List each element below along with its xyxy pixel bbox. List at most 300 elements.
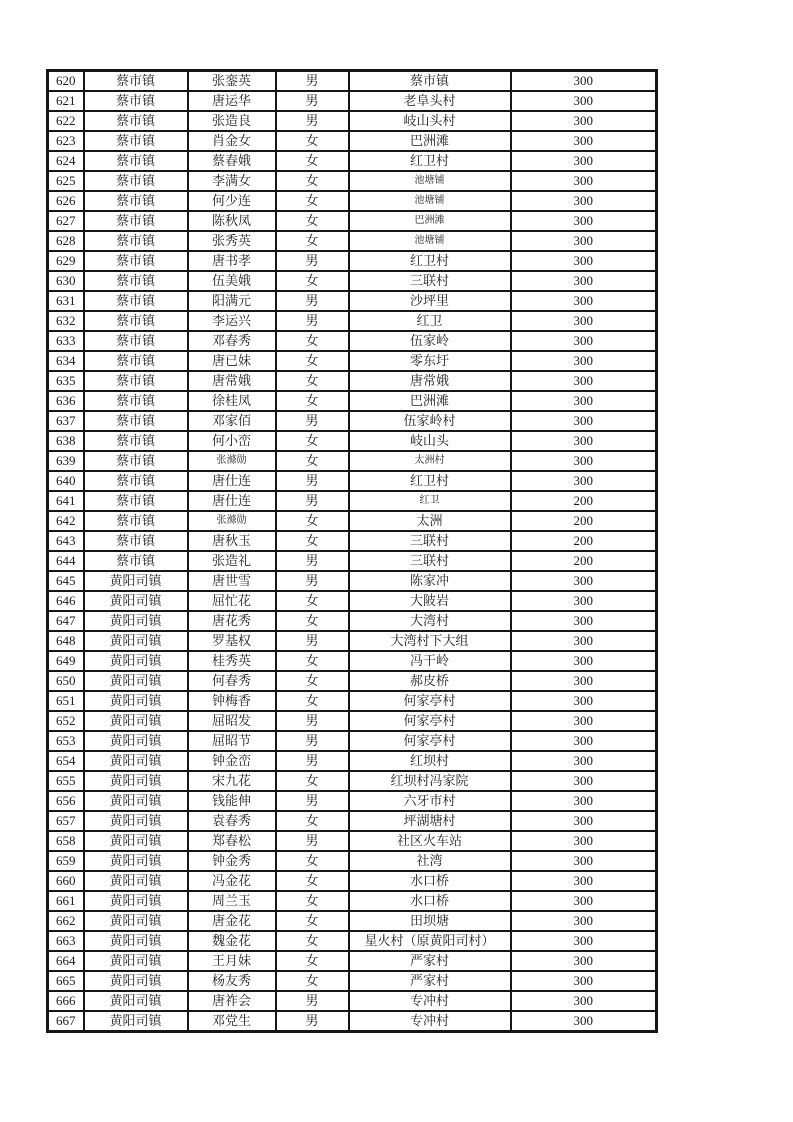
cell-serial-number: 638 [48,431,84,451]
cell-gender: 男 [276,411,349,431]
cell-serial-number: 648 [48,631,84,651]
cell-serial-number: 622 [48,111,84,131]
cell-gender: 男 [276,751,349,771]
table-row [48,971,657,991]
cell-gender: 男 [276,991,349,1011]
cell-town: 黄阳司镇 [84,851,188,871]
cell-village: 社湾 [349,851,511,871]
cell-person-name: 张秀英 [188,231,276,251]
cell-amount: 200 [511,491,657,511]
cell-amount: 300 [511,291,657,311]
cell-serial-number: 654 [48,751,84,771]
cell-village: 伍家岭 [349,331,511,351]
cell-town: 黄阳司镇 [84,831,188,851]
cell-person-name: 李运兴 [188,311,276,331]
table-row [48,71,657,92]
cell-amount: 300 [511,111,657,131]
cell-serial-number: 666 [48,991,84,1011]
cell-town: 黄阳司镇 [84,731,188,751]
cell-gender: 男 [276,291,349,311]
cell-town: 黄阳司镇 [84,771,188,791]
cell-serial-number: 653 [48,731,84,751]
cell-gender: 女 [276,151,349,171]
cell-person-name: 罗基权 [188,631,276,651]
cell-town: 蔡市镇 [84,191,188,211]
cell-town: 蔡市镇 [84,111,188,131]
table-row [48,351,657,371]
table-row [48,631,657,651]
cell-serial-number: 637 [48,411,84,431]
cell-amount: 300 [511,711,657,731]
table-row [48,751,657,771]
cell-person-name: 阳满元 [188,291,276,311]
cell-person-name: 钟梅香 [188,691,276,711]
cell-person-name: 张造良 [188,111,276,131]
cell-serial-number: 630 [48,271,84,291]
cell-gender: 女 [276,851,349,871]
cell-town: 黄阳司镇 [84,631,188,651]
cell-gender: 女 [276,371,349,391]
cell-person-name: 唐常娥 [188,371,276,391]
cell-village: 池塘铺 [349,171,511,191]
cell-serial-number: 661 [48,891,84,911]
table-row [48,331,657,351]
cell-amount: 300 [511,631,657,651]
cell-serial-number: 621 [48,91,84,111]
cell-village: 红卫 [349,311,511,331]
cell-gender: 女 [276,591,349,611]
cell-gender: 男 [276,631,349,651]
cell-gender: 男 [276,91,349,111]
cell-serial-number: 657 [48,811,84,831]
cell-gender: 男 [276,791,349,811]
cell-amount: 300 [511,991,657,1011]
cell-village: 田坝塘 [349,911,511,931]
cell-amount: 300 [511,891,657,911]
cell-person-name: 钟金秀 [188,851,276,871]
cell-town: 蔡市镇 [84,391,188,411]
cell-gender: 女 [276,511,349,531]
table-row [48,691,657,711]
cell-gender: 女 [276,771,349,791]
table-row [48,131,657,151]
cell-serial-number: 627 [48,211,84,231]
cell-person-name: 邓党生 [188,1011,276,1032]
cell-person-name: 魏金花 [188,931,276,951]
cell-town: 蔡市镇 [84,511,188,531]
table-row [48,191,657,211]
cell-town: 黄阳司镇 [84,991,188,1011]
cell-village: 社区火车站 [349,831,511,851]
cell-serial-number: 641 [48,491,84,511]
cell-person-name: 唐世雪 [188,571,276,591]
cell-town: 蔡市镇 [84,551,188,571]
cell-gender: 女 [276,191,349,211]
cell-serial-number: 645 [48,571,84,591]
table-row [48,871,657,891]
table-row [48,111,657,131]
cell-town: 蔡市镇 [84,171,188,191]
table-row [48,171,657,191]
cell-town: 蔡市镇 [84,131,188,151]
cell-town: 蔡市镇 [84,91,188,111]
cell-serial-number: 643 [48,531,84,551]
table-row [48,91,657,111]
cell-town: 黄阳司镇 [84,671,188,691]
cell-serial-number: 651 [48,691,84,711]
cell-gender: 女 [276,271,349,291]
cell-serial-number: 664 [48,951,84,971]
table-row [48,1011,657,1032]
cell-amount: 300 [511,811,657,831]
cell-town: 黄阳司镇 [84,891,188,911]
cell-serial-number: 647 [48,611,84,631]
table-row [48,471,657,491]
cell-town: 蔡市镇 [84,451,188,471]
cell-amount: 300 [511,571,657,591]
cell-gender: 女 [276,911,349,931]
cell-person-name: 屈忙花 [188,591,276,611]
cell-town: 黄阳司镇 [84,711,188,731]
cell-town: 蔡市镇 [84,71,188,92]
cell-village: 大陂岩 [349,591,511,611]
cell-village: 三联村 [349,271,511,291]
table-row [48,511,657,531]
cell-person-name: 何少连 [188,191,276,211]
cell-village: 沙坪里 [349,291,511,311]
cell-person-name: 宋九花 [188,771,276,791]
cell-gender: 女 [276,431,349,451]
cell-gender: 女 [276,871,349,891]
table-row [48,451,657,471]
cell-amount: 300 [511,191,657,211]
cell-gender: 女 [276,531,349,551]
table-row [48,591,657,611]
cell-person-name: 徐桂凤 [188,391,276,411]
cell-village: 坪湖塘村 [349,811,511,831]
table-row [48,891,657,911]
table-row [48,671,657,691]
table-row [48,811,657,831]
cell-village: 陈家冲 [349,571,511,591]
cell-serial-number: 640 [48,471,84,491]
cell-serial-number: 652 [48,711,84,731]
cell-amount: 300 [511,331,657,351]
cell-town: 黄阳司镇 [84,751,188,771]
cell-person-name: 张造礼 [188,551,276,571]
cell-town: 黄阳司镇 [84,911,188,931]
cell-village: 太洲 [349,511,511,531]
cell-town: 蔡市镇 [84,311,188,331]
cell-gender: 女 [276,971,349,991]
cell-person-name: 屈昭发 [188,711,276,731]
cell-town: 黄阳司镇 [84,811,188,831]
cell-village: 严家村 [349,971,511,991]
cell-person-name: 张銮英 [188,71,276,92]
cell-amount: 300 [511,211,657,231]
cell-village: 严家村 [349,951,511,971]
cell-amount: 300 [511,171,657,191]
cell-gender: 男 [276,551,349,571]
cell-amount: 300 [511,831,657,851]
cell-village: 巴洲滩 [349,211,511,231]
table-row [48,851,657,871]
cell-serial-number: 636 [48,391,84,411]
cell-gender: 男 [276,251,349,271]
table-row [48,531,657,551]
cell-village: 何家亭村 [349,691,511,711]
cell-person-name: 张滌勋 [188,511,276,531]
cell-person-name: 屈昭节 [188,731,276,751]
cell-person-name: 唐秋玉 [188,531,276,551]
table-row [48,911,657,931]
cell-village: 三联村 [349,531,511,551]
cell-village: 巴洲滩 [349,391,511,411]
cell-person-name: 蔡春娥 [188,151,276,171]
cell-village: 星火村（原黄阳司村） [349,931,511,951]
cell-amount: 300 [511,951,657,971]
cell-person-name: 唐祚会 [188,991,276,1011]
table-row [48,931,657,951]
cell-amount: 300 [511,451,657,471]
cell-amount: 200 [511,531,657,551]
cell-town: 蔡市镇 [84,231,188,251]
cell-town: 黄阳司镇 [84,571,188,591]
table-row [48,491,657,511]
cell-village: 零东圩 [349,351,511,371]
cell-serial-number: 649 [48,651,84,671]
cell-village: 岐山头 [349,431,511,451]
cell-serial-number: 624 [48,151,84,171]
cell-amount: 300 [511,931,657,951]
cell-serial-number: 646 [48,591,84,611]
cell-serial-number: 626 [48,191,84,211]
table-row [48,831,657,851]
cell-amount: 300 [511,271,657,291]
cell-village: 池塘铺 [349,191,511,211]
table-row [48,611,657,631]
cell-village: 蔡市镇 [349,71,511,92]
cell-gender: 女 [276,331,349,351]
cell-amount: 300 [511,91,657,111]
cell-serial-number: 633 [48,331,84,351]
cell-gender: 女 [276,951,349,971]
cell-village: 水口桥 [349,891,511,911]
table-row [48,951,657,971]
cell-person-name: 何春秀 [188,671,276,691]
cell-amount: 300 [511,851,657,871]
cell-gender: 男 [276,111,349,131]
cell-person-name: 邓家佰 [188,411,276,431]
cell-person-name: 唐书孝 [188,251,276,271]
cell-gender: 男 [276,731,349,751]
cell-amount: 200 [511,551,657,571]
cell-village: 红卫村 [349,251,511,271]
cell-serial-number: 659 [48,851,84,871]
table-row [48,411,657,431]
cell-town: 黄阳司镇 [84,791,188,811]
cell-gender: 男 [276,71,349,92]
cell-town: 蔡市镇 [84,371,188,391]
table-row [48,371,657,391]
cell-village: 三联村 [349,551,511,571]
cell-person-name: 伍美娥 [188,271,276,291]
cell-gender: 女 [276,691,349,711]
cell-town: 蔡市镇 [84,291,188,311]
table-row [48,431,657,451]
cell-town: 蔡市镇 [84,491,188,511]
cell-gender: 女 [276,651,349,671]
cell-amount: 300 [511,411,657,431]
cell-serial-number: 629 [48,251,84,271]
cell-village: 池塘铺 [349,231,511,251]
cell-town: 黄阳司镇 [84,1011,188,1032]
cell-village: 唐常娥 [349,371,511,391]
cell-serial-number: 644 [48,551,84,571]
cell-gender: 男 [276,571,349,591]
cell-village: 冯干岭 [349,651,511,671]
cell-person-name: 冯金花 [188,871,276,891]
cell-gender: 女 [276,351,349,371]
cell-person-name: 桂秀英 [188,651,276,671]
cell-serial-number: 632 [48,311,84,331]
cell-town: 蔡市镇 [84,531,188,551]
cell-village: 太洲村 [349,451,511,471]
table-row [48,731,657,751]
cell-gender: 女 [276,611,349,631]
cell-amount: 300 [511,391,657,411]
cell-person-name: 唐运华 [188,91,276,111]
cell-town: 蔡市镇 [84,331,188,351]
cell-serial-number: 635 [48,371,84,391]
cell-person-name: 张滌勋 [188,451,276,471]
cell-village: 何家亭村 [349,731,511,751]
cell-amount: 300 [511,791,657,811]
cell-serial-number: 623 [48,131,84,151]
cell-gender: 男 [276,491,349,511]
cell-gender: 男 [276,1011,349,1032]
table-row [48,791,657,811]
table-row [48,711,657,731]
cell-person-name: 李满女 [188,171,276,191]
table-row [48,551,657,571]
cell-amount: 300 [511,471,657,491]
table-row [48,391,657,411]
cell-amount: 300 [511,911,657,931]
cell-amount: 300 [511,871,657,891]
cell-town: 蔡市镇 [84,151,188,171]
cell-gender: 女 [276,671,349,691]
table-row [48,771,657,791]
table-row [48,291,657,311]
cell-serial-number: 662 [48,911,84,931]
cell-town: 黄阳司镇 [84,591,188,611]
cell-gender: 女 [276,211,349,231]
cell-town: 蔡市镇 [84,471,188,491]
cell-amount: 300 [511,311,657,331]
cell-amount: 300 [511,611,657,631]
cell-town: 黄阳司镇 [84,871,188,891]
cell-person-name: 袁春秀 [188,811,276,831]
cell-serial-number: 639 [48,451,84,471]
cell-gender: 女 [276,391,349,411]
cell-town: 蔡市镇 [84,411,188,431]
table-row [48,211,657,231]
cell-town: 黄阳司镇 [84,971,188,991]
cell-gender: 男 [276,471,349,491]
cell-town: 黄阳司镇 [84,651,188,671]
table-row [48,991,657,1011]
table-row [48,231,657,251]
cell-village: 红卫村 [349,471,511,491]
cell-village: 水口桥 [349,871,511,891]
cell-person-name: 肖金女 [188,131,276,151]
cell-village: 巴洲滩 [349,131,511,151]
cell-serial-number: 628 [48,231,84,251]
cell-village: 何家亭村 [349,711,511,731]
cell-amount: 300 [511,691,657,711]
cell-amount: 300 [511,251,657,271]
cell-serial-number: 660 [48,871,84,891]
cell-person-name: 唐花秀 [188,611,276,631]
cell-person-name: 唐仕连 [188,471,276,491]
cell-gender: 男 [276,311,349,331]
cell-amount: 300 [511,231,657,251]
cell-village: 老阜头村 [349,91,511,111]
table-row [48,311,657,331]
cell-amount: 300 [511,131,657,151]
table-row [48,271,657,291]
cell-person-name: 钱能伸 [188,791,276,811]
cell-amount: 200 [511,511,657,531]
cell-person-name: 郑春松 [188,831,276,851]
cell-serial-number: 642 [48,511,84,531]
cell-person-name: 周兰玉 [188,891,276,911]
roster-table [46,69,658,1033]
cell-serial-number: 650 [48,671,84,691]
cell-town: 蔡市镇 [84,431,188,451]
cell-amount: 300 [511,151,657,171]
cell-amount: 300 [511,351,657,371]
cell-village: 专冲村 [349,991,511,1011]
cell-amount: 300 [511,71,657,92]
cell-amount: 300 [511,771,657,791]
cell-person-name: 钟金峦 [188,751,276,771]
cell-gender: 女 [276,171,349,191]
cell-serial-number: 655 [48,771,84,791]
cell-amount: 300 [511,751,657,771]
cell-village: 伍家岭村 [349,411,511,431]
cell-town: 蔡市镇 [84,211,188,231]
table-row [48,651,657,671]
cell-village: 红卫村 [349,151,511,171]
cell-village: 郝皮桥 [349,671,511,691]
cell-serial-number: 656 [48,791,84,811]
cell-amount: 300 [511,591,657,611]
cell-serial-number: 667 [48,1011,84,1032]
cell-village: 岐山头村 [349,111,511,131]
cell-town: 黄阳司镇 [84,691,188,711]
cell-serial-number: 665 [48,971,84,991]
cell-person-name: 陈秋凤 [188,211,276,231]
cell-gender: 女 [276,451,349,471]
cell-gender: 女 [276,931,349,951]
cell-village: 红卫 [349,491,511,511]
cell-serial-number: 631 [48,291,84,311]
cell-gender: 女 [276,811,349,831]
cell-town: 黄阳司镇 [84,951,188,971]
cell-amount: 300 [511,671,657,691]
